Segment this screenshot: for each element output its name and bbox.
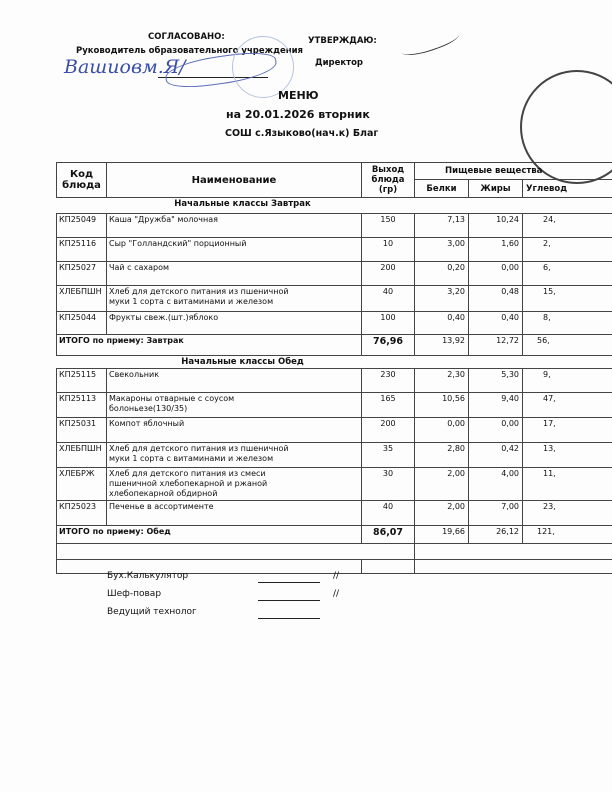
- table-row: [57, 468, 612, 501]
- dish-protein: 2,80: [415, 443, 469, 468]
- dish-carbs: 17,: [523, 418, 612, 443]
- table-row: [57, 443, 612, 468]
- footer-role: Шеф-повар: [107, 589, 162, 599]
- dish-protein: 2,00: [415, 468, 469, 501]
- dish-carbs: 24,: [523, 214, 612, 238]
- dish-protein: 2,00: [415, 501, 469, 526]
- table-row: [57, 369, 612, 393]
- dish-name: Свекольник: [107, 369, 362, 393]
- dish-yield: 40: [362, 286, 415, 312]
- dish-carbs: 13,: [523, 443, 612, 468]
- dish-fat: 1,60: [469, 238, 523, 262]
- table-row: [57, 312, 612, 335]
- dish-yield: 40: [362, 501, 415, 526]
- total-row: [57, 335, 612, 356]
- dish-code: КП25049: [57, 214, 107, 238]
- total-fat: 12,72: [469, 335, 523, 356]
- dish-fat: 9,40: [469, 393, 523, 418]
- header-nutrients: Пищевые вещества: [415, 163, 612, 180]
- dish-code: КП25031: [57, 418, 107, 443]
- total-carbs: 56,: [523, 335, 612, 356]
- agreed-role: Руководитель образовательного учреждения: [76, 46, 304, 56]
- total-yield: 86,07: [362, 526, 415, 544]
- section-row: [57, 198, 612, 214]
- dish-fat: 0,00: [469, 262, 523, 286]
- dish-code: ХЛЕБПШН: [57, 443, 107, 468]
- approved-role: Директор: [315, 58, 363, 68]
- footer-role: Бух.Калькулятор: [107, 571, 189, 581]
- dish-carbs: 47,: [523, 393, 612, 418]
- dish-fat: 0,48: [469, 286, 523, 312]
- dish-protein: 2,30: [415, 369, 469, 393]
- total-yield: 76,96: [362, 335, 415, 356]
- footer-signature-line: [258, 582, 320, 583]
- school-name: СОШ с.Языково(нач.к) Благ: [225, 128, 379, 139]
- dish-carbs: 2,: [523, 238, 612, 262]
- dish-code: КП25044: [57, 312, 107, 335]
- dish-code: КП25115: [57, 369, 107, 393]
- dish-yield: 230: [362, 369, 415, 393]
- dish-fat: 5,30: [469, 369, 523, 393]
- footer-mark: //: [333, 571, 340, 581]
- dish-name: Макароны отварные с соусом болоньезе(130/35): [107, 393, 362, 418]
- footer-role: Ведущий технолог: [107, 607, 197, 617]
- dish-carbs: 8,: [523, 312, 612, 335]
- total-protein: 13,92: [415, 335, 469, 356]
- table-row: [57, 214, 612, 238]
- dish-name: Чай с сахаром: [107, 262, 362, 286]
- dish-name: Хлеб для детского питания из пшеничной муки 1 сорта с витаминами и железом: [107, 286, 362, 312]
- dish-code: КП25113: [57, 393, 107, 418]
- director-signature: [399, 26, 461, 61]
- dish-name: Каша "Дружба" молочная: [107, 214, 362, 238]
- dish-protein: 10,56: [415, 393, 469, 418]
- header-yield: Выход блюда (гр): [362, 163, 415, 198]
- footer-signature-line: [258, 600, 320, 601]
- header-fat: Жиры: [469, 180, 523, 198]
- section-row: [57, 356, 612, 369]
- dish-name: Хлеб для детского питания из пшеничной муки 1 сорта с витаминами и железом: [107, 443, 362, 468]
- dish-name: Компот яблочный: [107, 418, 362, 443]
- dish-yield: 30: [362, 468, 415, 501]
- dish-code: ХЛЕБПШН: [57, 286, 107, 312]
- table-row: [57, 286, 612, 312]
- dish-fat: 0,00: [469, 418, 523, 443]
- dish-fat: 0,42: [469, 443, 523, 468]
- dish-carbs: 6,: [523, 262, 612, 286]
- dish-code: КП25116: [57, 238, 107, 262]
- dish-protein: 3,20: [415, 286, 469, 312]
- empty-row: [57, 544, 612, 560]
- table-row: [57, 393, 612, 418]
- footer-mark: //: [333, 589, 340, 599]
- dish-yield: 100: [362, 312, 415, 335]
- header-carbs: Углевод: [523, 180, 612, 198]
- dish-yield: 150: [362, 214, 415, 238]
- table-row: [57, 418, 612, 443]
- dish-name: Хлеб для детского питания из смеси пшеничной хлебопекарной и ржаной хлебопекарной обдирной: [107, 468, 362, 501]
- dish-protein: 3,00: [415, 238, 469, 262]
- total-label: ИТОГО по приему: Завтрак: [57, 335, 362, 356]
- header-protein: Белки: [415, 180, 469, 198]
- table-row: [57, 262, 612, 286]
- total-row: [57, 526, 612, 544]
- dish-fat: 4,00: [469, 468, 523, 501]
- dish-protein: 7,13: [415, 214, 469, 238]
- dish-carbs: 11,: [523, 468, 612, 501]
- approved-label: УТВЕРЖДАЮ:: [308, 36, 377, 46]
- dish-carbs: 15,: [523, 286, 612, 312]
- dish-fat: 0,40: [469, 312, 523, 335]
- header-code: Код блюда: [57, 163, 107, 198]
- dish-name: Фрукты свеж.(шт.)яблоко: [107, 312, 362, 335]
- agreed-signature: Вашиовм.Я/: [64, 56, 186, 78]
- dish-code: КП25027: [57, 262, 107, 286]
- footer-signature-line: [258, 618, 320, 619]
- agreed-label: СОГЛАСОВАНО:: [148, 32, 225, 42]
- dish-fat: 10,24: [469, 214, 523, 238]
- menu-table: [56, 162, 612, 574]
- dish-code: КП25023: [57, 501, 107, 526]
- dish-yield: 200: [362, 262, 415, 286]
- table-row: [57, 238, 612, 262]
- total-protein: 19,66: [415, 526, 469, 544]
- dish-protein: 0,20: [415, 262, 469, 286]
- dish-carbs: 23,: [523, 501, 612, 526]
- dish-yield: 165: [362, 393, 415, 418]
- dish-code: ХЛЕБРЖ: [57, 468, 107, 501]
- total-label: ИТОГО по приему: Обед: [57, 526, 362, 544]
- total-fat: 26,12: [469, 526, 523, 544]
- dish-carbs: 9,: [523, 369, 612, 393]
- dish-protein: 0,00: [415, 418, 469, 443]
- header-name: Наименование: [107, 163, 362, 198]
- dish-yield: 10: [362, 238, 415, 262]
- menu-heading: МЕНЮ: [278, 89, 319, 102]
- total-carbs: 121,: [523, 526, 612, 544]
- section-title: Начальные классы Обед: [57, 356, 612, 369]
- dish-yield: 35: [362, 443, 415, 468]
- section-title: Начальные классы Завтрак: [57, 198, 612, 214]
- table-row: [57, 501, 612, 526]
- dish-fat: 7,00: [469, 501, 523, 526]
- dish-protein: 0,40: [415, 312, 469, 335]
- dish-name: Печенье в ассортименте: [107, 501, 362, 526]
- dish-name: Сыр "Голландский" порционный: [107, 238, 362, 262]
- dish-yield: 200: [362, 418, 415, 443]
- menu-date: на 20.01.2026 вторник: [226, 108, 370, 121]
